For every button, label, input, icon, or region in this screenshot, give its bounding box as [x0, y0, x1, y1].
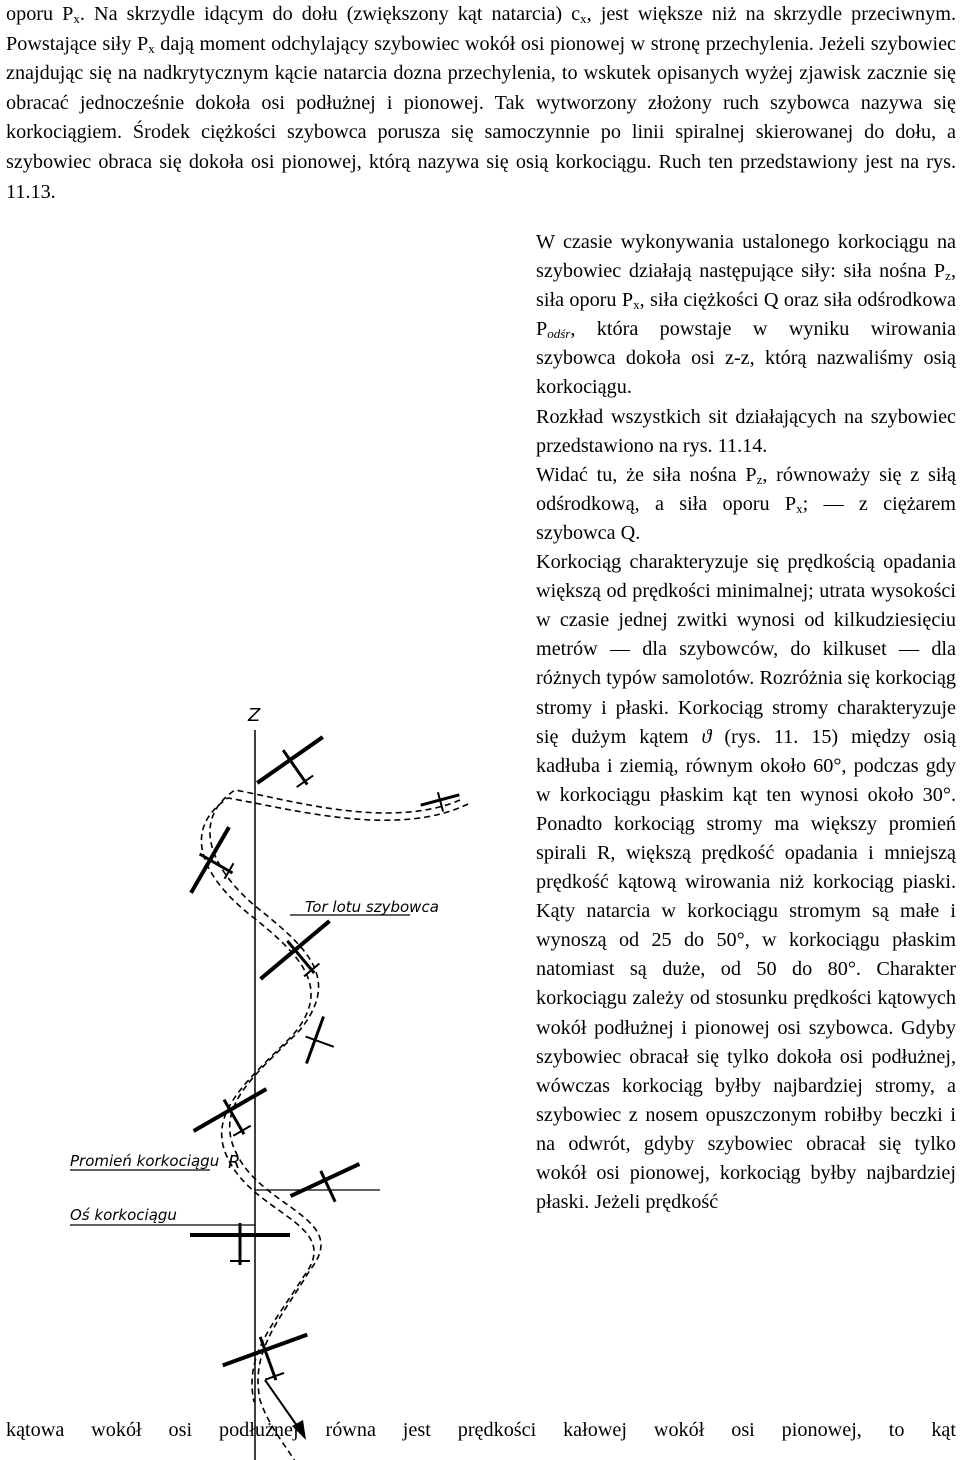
bottom-line-text: kątowa wokół osi podłużnej równa jest prędkości kałowej wokół osi pionowej, to kąt: [6, 1419, 956, 1441]
spin-diagram: [60, 700, 530, 1460]
forces-paragraph: W czasie wykonywania ustalonego korkociągu na szybowiec działają następujące siły: siła nośna $P_z$, siła oporu $P_x$, siła ciężkości Q oraz siła odśrodkowa $P_{odśr}$, która powstaje w wyniku wirowania szybowca dokoła osi z-z, którą nazwaliśmy osią korkociągu.: [536, 231, 956, 399]
glider-5: [297, 1013, 342, 1070]
distribution-paragraph: Rozkład wszystkich sit działających na szybowiec przedstawiono na rys. 11.14.: [536, 405, 956, 457]
flight-path-label: Tor lotu szybowca: [305, 898, 439, 916]
glider-6: [188, 1079, 281, 1156]
glider-7: [286, 1155, 369, 1218]
top-paragraph: [6, 0, 956, 207]
spin-characteristics-paragraph: Korkociąg charakteryzuje się prędkością opadania większą od prędkości minimalnej; utrata wysokości w czasie jednej zwitki wynosi od kilkudziesięciu metrów — dla szybowców, do kilkuset — dla różnych typów samolotów. Rozróżnia się korkociąg stromy i płaski. Korkociąg stromy charakteryzuje się dużym kątem ϑ (rys. 11. 15) między osią kadłuba i ziemią, równym około 60°, podczas gdy w korkociągu płaskim kąt ten wynosi około 30°. Ponadto korkociąg stromy ma większy promień spirali R, większą prędkość opadania i mniejszą prędkość kątową wirowania niż korkociąg piaski. Kąty natarcia w korkociągu stromym są małe i wynoszą od 25 do 50°, w korkociągu płaskim natomiast są duże, od 50 do 80°. Charakter korkociągu zależy od stosunku prędkości kątowych wokół podłużnej i pionowej osi szybowca. Gdyby szybowiec obracał się tylko dokoła osi podłużnej, wówczas korkociąg byłby najbardziej stromy, a szybowiec z nosem opuszczonym robiłby beczki i na odwrót, gdyby szybowiec obracał się tylko wokół osi pionowej, korkociąg byłby najbardziej płaski. Jeżeli prędkość: [536, 551, 956, 1214]
glider-8: [190, 1223, 290, 1265]
radius-label: Promień korkociągu: [70, 1152, 220, 1170]
glider-1: [250, 727, 340, 807]
axis-name-label: Oś korkociągu: [70, 1206, 177, 1224]
flight-path-line: [210, 790, 460, 1460]
right-column-text: [536, 228, 956, 1217]
glider-4: [253, 912, 349, 1002]
radius-symbol: R: [228, 1152, 241, 1173]
paragraph-text: oporu $P_x$. Na skrzydle idącym do dołu (zwiększony kąt natarcia) $c_x$, jest większe niż na skrzydle przeciwnym. Powstające siły $P_x$ dają moment odchylający szybowiec wokół osi pionowej w stronę przechylenia. Jeżeli szybowiec znajdując się na nadkrytycznym kącie natarcia dozna przechylenia, to wskutek opisanych wyżej zjawisk zacznie się obracać jednocześnie dokoła osi podłużnej i pionowej. Tak wytworzony złożony ruch szybowca nazywa się korkociągiem. Środek ciężkości szybowca porusza się samoczynnie po linii spiralnej skierowanej do dołu, a szybowiec obraca się dokoła osi pionowej, którą nazywa się osią korkociągu. Ruch ten przedstawiony jest na rys. 11.13.: [6, 3, 956, 203]
flight-path-line-inner: [201, 798, 468, 1402]
axis-label: Z: [248, 705, 261, 726]
balance-paragraph: Widać tu, że siła nośna $P_z$, równoważy się z siłą odśrodkową, a siła oporu $P_x$; — z ciężarem szybowca Q.: [536, 463, 956, 544]
glider-3: [181, 821, 252, 906]
spin-figure: [60, 700, 530, 1400]
